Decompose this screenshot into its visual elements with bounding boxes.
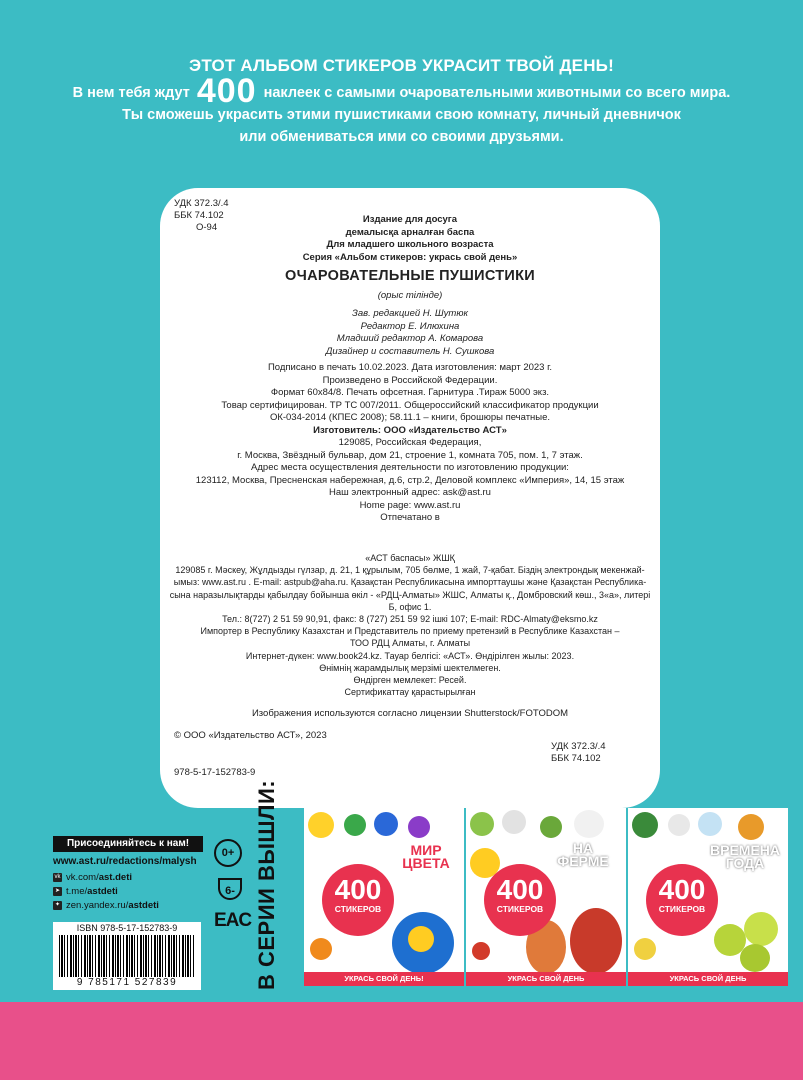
kz-line: Б, офис 1. (388, 601, 432, 612)
udk-line: УДК 372.3/.4 (174, 198, 229, 209)
production-line: ОК-034-2014 (КПЕС 2008); 58.11.1 – книги, брошюры печатные. (269, 412, 551, 423)
goose-image (574, 810, 604, 838)
kz-line: Өнімнің жарамдылық мерзімі шектелмеген. (319, 662, 501, 673)
homepage-line: Home page: www.ast.ru (359, 499, 461, 511)
bbk-line: ББК 74.102 (174, 210, 224, 221)
kz-line: Сертификаттау қарастырылған (344, 687, 476, 698)
series-label: В СЕРИИ ВЫШЛИ: (254, 779, 279, 990)
credit-line: Младший редактор А. Комарова (336, 333, 484, 344)
sticker-count: 400 (496, 874, 544, 905)
green-image (344, 814, 366, 836)
isbn-label: ISBN 978-5-17-152783-9 (76, 923, 178, 933)
sticker-word: СТИКЕРОВ (658, 904, 706, 914)
age-rating-badge: 0+ (214, 839, 242, 867)
sticker-count-badge (322, 864, 394, 936)
series-book-title: НА ФЕРМЕ (557, 840, 609, 869)
header-line: демалысқа арналған баспа (345, 226, 475, 238)
sticker-count: 400 (658, 874, 706, 905)
promo-text (0, 56, 803, 148)
series-book-seasons[interactable] (628, 808, 788, 986)
sticker-word: СТИКЕРОВ (334, 904, 382, 914)
production-line: Товар сертифицирован. ТР ТС 007/2011. Общероссийский классификатор продукции (221, 399, 599, 411)
credit-line: Зав. редакцией Н. Шутюк (352, 308, 468, 319)
author-mark: О-94 (196, 222, 218, 233)
ice-image (698, 812, 722, 836)
website-link[interactable]: www.ast.ru/redactions/malysh (53, 856, 197, 867)
manufacturer: Изготовитель: ООО «Издательство АСТ» (313, 424, 507, 436)
promo-title: ЭТОТ АЛЬБОМ СТИКЕРОВ УКРАСИТ ТВОЙ ДЕНЬ! (189, 56, 614, 75)
blue-image (374, 812, 398, 836)
credits (160, 308, 660, 358)
kz-line: 129085 г. Мәскеу, Жұлдызды гүлзар, д. 21, 1 құрылым, 705 бөлме, 1 жай, 7-қабат. Біздің электрондық мекенжай- (175, 565, 645, 576)
kz-line: ТОО РДЦ Алматы, г. Алматы (349, 638, 471, 649)
sticker-count-badge (646, 864, 718, 936)
production-info (160, 362, 660, 525)
series-book-title: ВРЕМЕНА ГОДА (710, 842, 781, 871)
kz-line: «АСТ баспасы» ЖШҚ (365, 553, 455, 563)
promo-line-1 (0, 72, 803, 110)
social-handle: astdeti (87, 886, 118, 897)
credit-line: Дизайнер и составитель Н. Сушкова (325, 345, 495, 357)
udk-bottom (551, 741, 606, 765)
social-prefix: t.me/ (66, 886, 88, 897)
book-footer: УКРАСЬ СВОЙ ДЕНЬ (466, 972, 626, 986)
rooster-image (570, 908, 622, 974)
kz-line: Өндірген мемлекет: Ресей. (353, 675, 467, 686)
social-prefix: vk.com/ (66, 872, 99, 883)
sticker-word: СТИКЕРОВ (496, 904, 544, 914)
snow-image (668, 814, 690, 836)
header-line: Серия «Альбом стикеров: укрась свой день» (302, 251, 518, 263)
kz-line: Интернет-дүкен: www.book24.kz. Тауар белгісі: «АСТ». Өндірілген жылы: 2023. (245, 650, 575, 661)
social-handle: ast.deti (98, 872, 132, 883)
printed-in-line: Отпечатано в (380, 512, 440, 523)
vegetable-image (470, 812, 494, 836)
kz-line: Импортер в Республику Казахстан и Представитель по приему претензий в Республике Казахстан – (200, 626, 620, 637)
promo-line-2: Ты сможешь украсить этими пушистиками свою комнату, личный дневничок (122, 107, 681, 123)
book-footer: УКРАСЬ СВОЙ ДЕНЬ! (304, 972, 464, 986)
book-footer: УКРАСЬ СВОЙ ДЕНЬ (628, 972, 788, 986)
kazakh-info (160, 552, 660, 698)
series-book-title: МИР ЦВЕТА (402, 842, 450, 871)
credit-line: Редактор Е. Илюхина (360, 320, 460, 332)
purple-image (408, 816, 430, 838)
strawberry-image (472, 942, 490, 960)
production-line: Подписано в печать 10.02.2023. Дата изготовления: март 2023 г. (267, 362, 553, 373)
book-title: ОЧАРОВАТЕЛЬНЫЕ ПУШИСТИКИ (285, 268, 535, 284)
kz-line: ымыз: www.ast.ru . E-mail: astpub@aha.ru. Қазақстан Республикасына импорттаушы және Қазақстан Республика- (173, 577, 647, 588)
promo-line-1-end: наклеек с самыми очаровательными животными со всего мира. (263, 85, 731, 101)
promo-line-3: или обмениваться ими со своими друзьями. (239, 129, 564, 145)
parrot-beak-image (408, 926, 434, 952)
address-line: 129085, Российская Федерация, (338, 437, 482, 448)
copyright: © ООО «Издательство АСТ», 2023 (174, 730, 327, 741)
udk-line: УДК 372.3/.4 (551, 741, 606, 752)
orange-image (310, 938, 332, 960)
apple-image (740, 944, 770, 972)
series-book-farm[interactable] (466, 808, 626, 986)
email-line: Наш электронный адрес: ask@ast.ru (329, 487, 491, 498)
production-line: Произведено в Российской Федерации. (322, 374, 498, 386)
cabbage-image (540, 816, 562, 838)
social-handle: astdeti (128, 900, 159, 911)
age-restriction-badge: 6- (218, 878, 242, 900)
zen-icon: ✦ (54, 902, 61, 908)
leaf-image (738, 814, 764, 840)
isbn-text: 978-5-17-152783-9 (174, 767, 256, 778)
pine-image (632, 812, 658, 838)
goat-image (502, 810, 526, 834)
eac-mark: EAC (214, 910, 252, 931)
license-note: Изображения используются согласно лицензии Shutterstock/FOTODOM (251, 708, 569, 719)
isbn-barcode (53, 922, 201, 990)
social-telegram[interactable] (53, 886, 118, 897)
social-prefix: zen.yandex.ru/ (66, 900, 129, 911)
address-line: 123112, Москва, Пресненская набережная, д.6, стр.2, Деловой комплекс «Империя», 14, 15 этаж (195, 474, 625, 486)
language-note: (орыс тілінде) (377, 290, 443, 301)
imprint-card (160, 188, 660, 808)
header-line: Издание для досуга (362, 214, 458, 225)
boots-image (634, 938, 656, 960)
social-zen[interactable] (53, 900, 159, 911)
kz-line: сына наразылықтарды қабылдау бойынша өкіл - «РДЦ-Алматы» ЖШС, Алматы қ., Домбровский көш., 3«а», литері (169, 589, 651, 600)
series-book-colors[interactable] (304, 808, 464, 986)
sticker-count: 400 (334, 874, 382, 905)
address-line: Адрес места осуществления деятельности по изготовлению продукции: (251, 462, 569, 473)
vk-icon: vk (54, 874, 61, 880)
kz-line: Тел.: 8(727) 2 51 59 90,91, факс: 8 (727) 251 59 92 ішкі 107; E-mail: RDC-Almaty@eksmo.kz (222, 614, 598, 625)
edition-headers (160, 214, 660, 264)
telegram-icon: ➤ (54, 888, 61, 894)
join-us-banner: Присоединяйтесь к нам! (53, 836, 203, 852)
promo-line-1-start: В нем тебя ждут (72, 85, 190, 101)
address-line: г. Москва, Звёздный бульвар, дом 21, строение 1, комната 705, пом. 1, 7 этаж. (237, 449, 583, 461)
social-vk[interactable] (53, 872, 132, 883)
bottom-pink-band (0, 1002, 803, 1080)
promo-count: 400 (196, 72, 257, 110)
sticker-count-badge (484, 864, 556, 936)
apple-image (744, 912, 778, 946)
barcode-digits: 9 785171 527839 (76, 977, 178, 988)
barcode-bars (59, 935, 195, 977)
production-line: Формат 60x84/8. Печать офсетная. Гарнитура .Тираж 5000 экз. (270, 387, 550, 398)
sun-image (308, 812, 334, 838)
bbk-line: ББК 74.102 (551, 753, 601, 764)
header-line: Для младшего школьного возраста (326, 239, 494, 250)
